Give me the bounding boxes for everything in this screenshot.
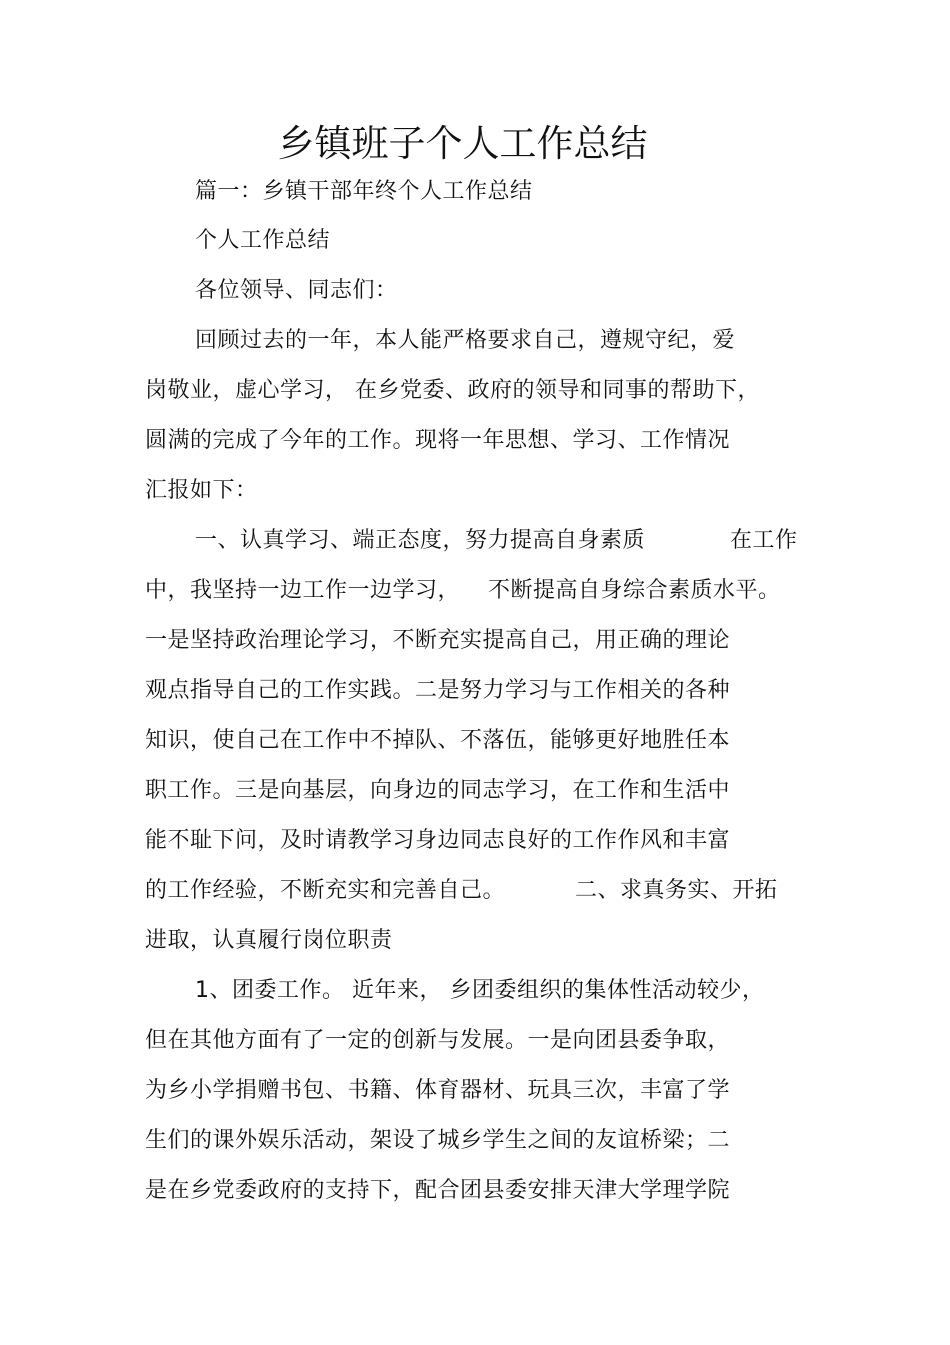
text-fragment: 在工作 [730,528,798,553]
text-line: 中，我坚持一边工作一边学习， [145,578,461,603]
text-line: 篇一：乡镇干部年终个人工作总结 [195,179,533,204]
text-line: 汇报如下： [145,478,258,503]
text-line: 一、认真学习、端正态度，努力提高自身素质 [195,528,646,553]
text-line: 一是坚持政治理论学习，不断充实提高自己，用正确的理论 [145,628,731,653]
text-line: 的工作经验，不断充实和完善自己。 [145,878,506,903]
text-line: 是在乡党委政府的支持下，配合团县委安排天津大学理学院 [145,1178,731,1203]
text-line: 进取，认真履行岗位职责 [145,928,393,953]
text-fragment: 二、求真务实、开拓 [575,878,778,903]
document-title: 乡镇班子个人工作总结 [277,122,648,165]
text-line: 职工作。三是向基层，向身边的同志学习，在工作和生活中 [145,778,731,803]
text-fragment: 不断提高自身综合素质水平。 [488,578,781,603]
text-line: 生们的课外娱乐活动，架设了城乡学生之间的友谊桥梁；二 [145,1128,731,1153]
text-line: 观点指导自己的工作实践。二是努力学习与工作相关的各种 [145,678,731,703]
text-line: 个人工作总结 [195,228,331,253]
text-line: 能不耻下问，及时请教学习身边同志良好的工作作风和丰富 [145,828,731,853]
text-line: 为乡小学捐赠书包、书籍、体育器材、玩具三次，丰富了学 [145,1078,731,1103]
text-line: 回顾过去的一年，本人能严格要求自己，遵规守纪，爱 [195,328,736,353]
text-line: 岗敬业，虚心学习， 在乡党委、政府的领导和同事的帮助下， [145,378,760,403]
text-line: 但在其他方面有了一定的创新与发展。一是向团县委争取， [145,1028,731,1053]
text-line: 1、团委工作。 近年来， 乡团委组织的集体性活动较少， [195,978,765,1003]
text-line: 圆满的完成了今年的工作。现将一年思想、学习、工作情况 [145,428,731,453]
text-line: 知识，使自己在工作中不掉队、不落伍，能够更好地胜任本 [145,728,731,753]
text-line: 各位领导、同志们： [195,278,398,303]
